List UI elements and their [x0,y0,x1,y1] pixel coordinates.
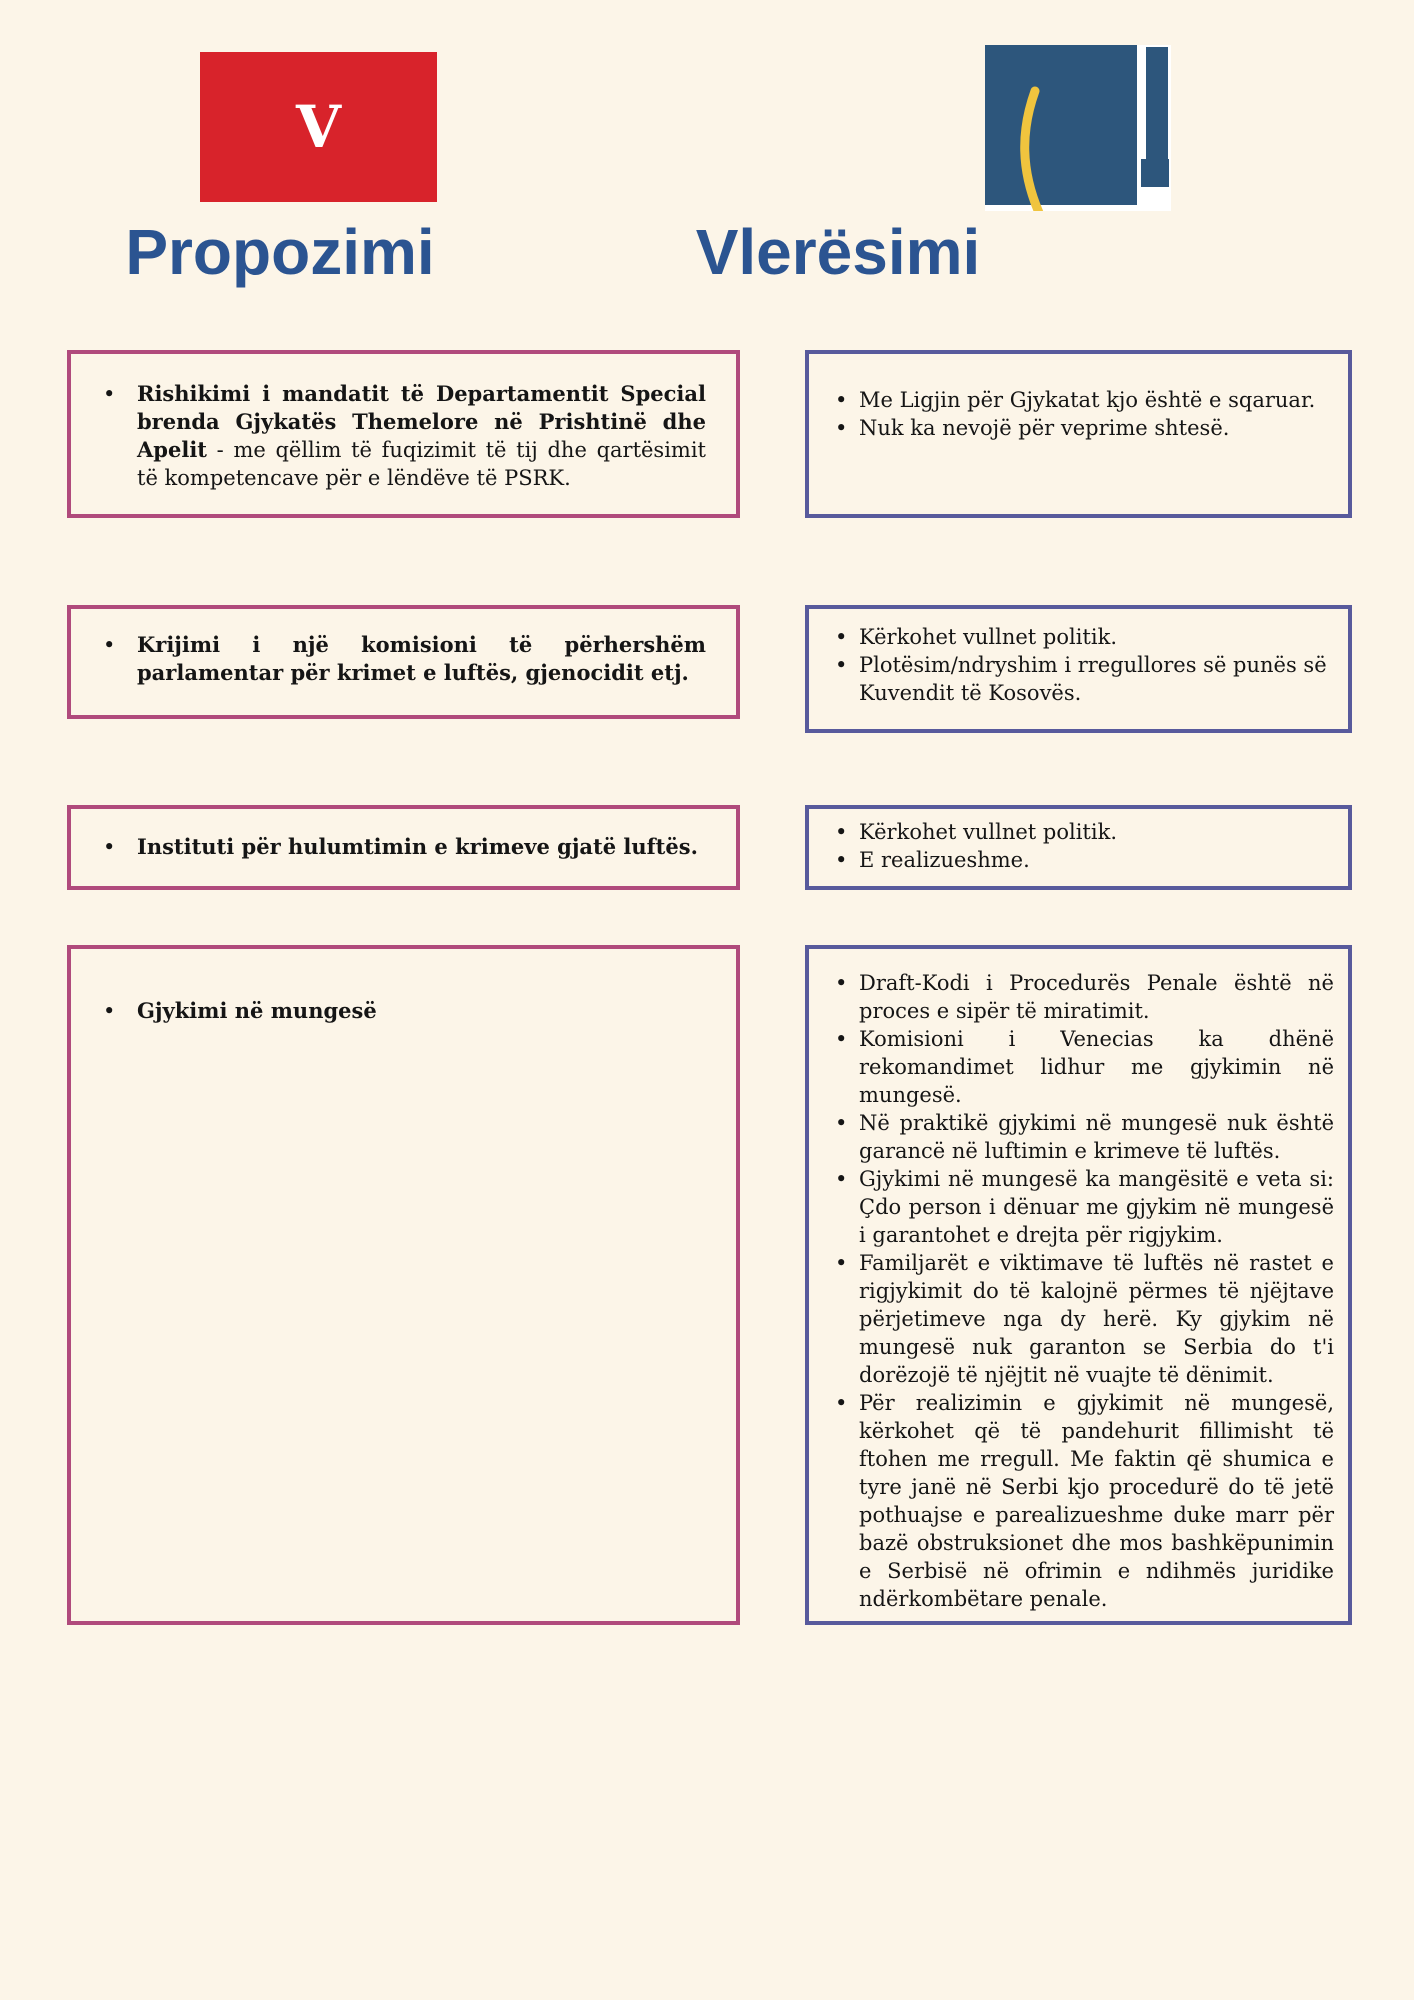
bullet-item: • Gjykimi në mungesë ka mangësitë e veta si: Çdo person i dënuar me gjykim në mungesë i garantohet e drejta për rigjykim. [823,1165,1334,1249]
book-with-yellow-curve-icon [985,45,1171,211]
proposal-lead: Gjykimi në mungesë [137,998,377,1023]
bullet-item: • Familjarët e viktimave të luftës në rastet e rigjykimit do të kalojnë përmes të njëjtave përjetimeve nga dy herë. Ky gjykim në mungesë nuk garanton se Serbia do t'i dorëzojë të njëjtit në vuajte të dënimit. [823,1249,1334,1389]
assessment-box-3 [805,805,1352,890]
column-title-vleresimi: Vlerësimi [695,216,981,288]
assessment-list-3 [823,818,1334,874]
assessment-list-4 [823,969,1334,1613]
proposal-box-2 [67,605,740,719]
proposal-box-4 [67,945,740,1625]
bullet-item: • Nuk ka nevojë për veprime shtesë. [823,414,1334,442]
assessment-box-2 [805,605,1352,733]
bullet-item [91,833,706,861]
bullet-item [91,631,706,687]
bullet-item: • Kërkohet vullnet politik. [823,818,1334,846]
bullet-item: • Plotësim/ndryshim i rregullores së punës së Kuvendit të Kosovës. [823,651,1334,707]
bullet-item [91,380,706,492]
column-title-propozimi: Propozimi [125,216,435,288]
proposal-box-3 [67,805,740,890]
proposal-rest: - me qëllim të fuqizimit të tij dhe qartësimit të kompetencave për e lëndëve të PSRK. [137,438,706,490]
proposal-list-1 [91,380,706,492]
bullet-item [91,997,706,1025]
proposal-lead: Instituti për hulumtimin e krimeve gjatë luftës. [137,834,698,859]
proposal-list-3 [91,833,706,861]
proposal-box-1 [67,350,740,518]
logo-letter-v: V [295,93,341,161]
bullet-item: • Në praktikë gjykimi në mungesë nuk është garancë në luftimin e krimeve të luftës. [823,1109,1334,1165]
bullet-item: • Komisioni i Venecias ka dhënë rekomandimet lidhur me gjykimin në mungesë. [823,1025,1334,1109]
assessment-box-1 [805,350,1352,518]
bullet-item: • Për realizimin e gjykimit në mungesë, kërkohet që të pandehurit fillimisht të ftohen me rregull. Me faktin që shumica e tyre janë në Serbi kjo procedurë do të jetë pothuajse e parealizueshme duke marr për bazë obstruksionet dhe mos bashkëpunimin e Serbisë në ofrimin e ndihmës juridike ndërkombëtare penale. [823,1389,1334,1613]
assessment-box-4 [805,945,1352,1625]
red-v-logo [200,52,437,202]
bullet-item: • E realizueshme. [823,846,1334,874]
bullet-item: • Draft-Kodi i Procedurës Penale është në proces e sipër të miratimit. [823,969,1334,1025]
assessment-list-2 [823,623,1334,707]
proposal-list-2 [91,631,706,687]
navy-book-logo [985,45,1171,211]
bullet-item: • Kërkohet vullnet politik. [823,623,1334,651]
proposal-lead: Rishikimi i mandatit të Departamentit Special brenda Gjykatës Themelore në Prishtinë dhe Apelit [137,381,706,462]
proposal-list-4 [91,997,706,1025]
proposal-lead: Krijimi i një komisioni të përhershëm parlamentar për krimet e luftës, gjenocidit etj. [137,632,706,685]
assessment-list-1 [823,386,1334,442]
bullet-item: • Me Ligjin për Gjykatat kjo është e sqaruar. [823,386,1334,414]
